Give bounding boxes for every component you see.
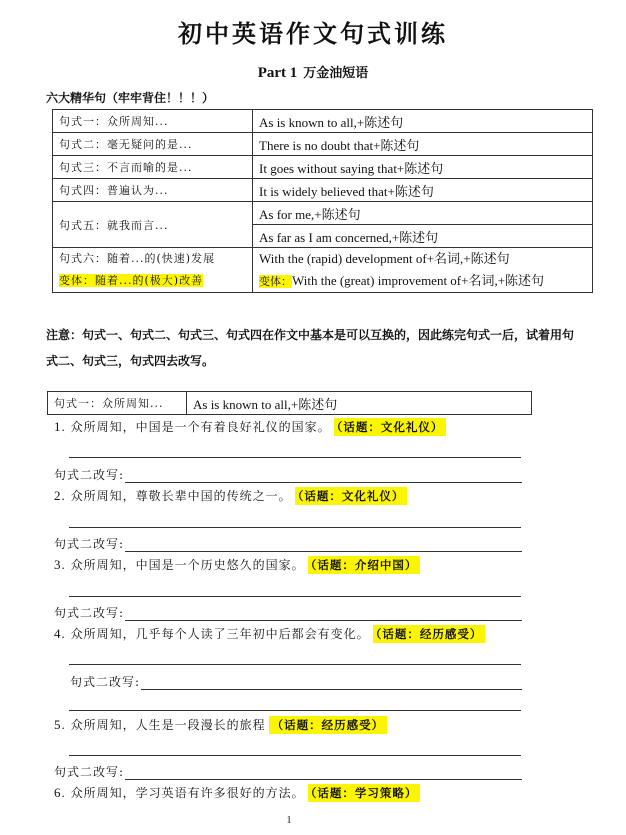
rewrite-label: 句式二改写: [54, 606, 125, 620]
table-row [53, 156, 593, 179]
pattern-label-cell [53, 248, 253, 293]
pattern-english: There is no doubt that+陈述句 [253, 133, 593, 156]
pattern-english: As for me,+陈述句 [253, 202, 593, 225]
exercise-number: 2. [54, 488, 66, 503]
pattern-label: 句式六：随着...的(快速)发展 [59, 252, 216, 265]
pattern-english: As is known to all,+陈述句 [253, 110, 593, 133]
rewrite-blank[interactable] [125, 606, 522, 621]
exercise-number: 3. [54, 557, 66, 572]
table-row [53, 202, 593, 225]
exercise-item [54, 418, 446, 435]
topic-tag: （话题：文化礼仪） [295, 487, 408, 505]
document-title: 初中英语作文句式训练 [178, 19, 448, 48]
table-row [53, 179, 593, 202]
answer-line[interactable] [69, 457, 521, 458]
exercise-text: 众所周知，中国是一个历史悠久的国家。 [70, 558, 305, 572]
rewrite-label: 句式二改写: [54, 765, 125, 779]
rewrite-row[interactable] [54, 535, 522, 552]
topic-tag: （话题：学习策略） [308, 784, 421, 802]
table-row [48, 392, 532, 415]
rewrite-label: 句式二改写: [54, 537, 125, 551]
exercise-number: 1. [54, 419, 66, 434]
rewrite-row[interactable] [70, 673, 522, 690]
variant-tag: 变体： [59, 274, 95, 287]
pattern-label: 句式一：众所周知... [48, 392, 187, 415]
pattern-label: 句式二：毫无疑问的是... [53, 133, 253, 156]
pattern-label: 句式三：不言而喻的是... [53, 156, 253, 179]
exercise-number: 5. [54, 717, 66, 732]
variant-label: 随着...的(极大)改善 [95, 274, 204, 287]
section-heading: 六大精华句（牢牢背住！！！） [46, 91, 215, 105]
rewrite-row[interactable] [54, 604, 522, 621]
pattern-english: With the (rapid) development of+名词,+陈述句 [259, 251, 510, 266]
pattern-english: It goes without saying that+陈述句 [253, 156, 593, 179]
exercise-text: 众所周知，尊敬长辈中国的传统之一。 [70, 489, 292, 503]
pattern-label: 句式四：普遍认为... [53, 179, 253, 202]
answer-line[interactable] [69, 596, 521, 597]
rewrite-row[interactable] [54, 763, 522, 780]
page-number: 1 [286, 815, 292, 826]
exercise-number: 4. [54, 626, 66, 641]
exercise-number: 6. [54, 785, 66, 800]
exercise-item [54, 625, 485, 642]
variant-english: With the (great) improvement of+名词,+陈述句 [292, 273, 545, 288]
answer-line[interactable] [69, 664, 521, 665]
topic-tag: （话题：介绍中国） [308, 556, 421, 574]
rewrite-blank[interactable] [125, 537, 522, 552]
pattern-english-cell [253, 248, 593, 293]
part-number: Part 1 [257, 65, 298, 81]
rewrite-label: 句式二改写: [54, 468, 125, 482]
rewrite-label: 句式二改写: [70, 675, 141, 689]
exercise-item [54, 487, 407, 504]
rewrite-blank[interactable] [125, 765, 522, 780]
table-row [53, 248, 593, 293]
pattern-english: It is widely believed that+陈述句 [253, 179, 593, 202]
topic-tag: （话题：经历感受） [373, 625, 486, 643]
table-row [53, 110, 593, 133]
exercise-text: 众所周知，学习英语有许多很好的方法。 [70, 786, 305, 800]
topic-tag: （话题：文化礼仪） [334, 418, 447, 436]
pattern-label: 句式一：众所周知... [53, 110, 253, 133]
rewrite-blank[interactable] [141, 675, 522, 690]
note-paragraph: 注意：句式一、句式二、句式三、句式四在作文中基本是可以互换的，因此练完句式一后，试着用句式二、句式三，句式四去改写。 [46, 328, 575, 368]
answer-line[interactable] [69, 710, 521, 711]
pattern-label: 句式五：就我而言... [53, 202, 253, 248]
exercise-item [54, 716, 387, 733]
part-heading [0, 62, 626, 82]
topic-tag: （话题：经历感受） [269, 716, 388, 734]
exercise-text: 众所周知，中国是一个有着良好礼仪的国家。 [70, 420, 331, 434]
answer-line[interactable] [69, 527, 521, 528]
exercise-text: 众所周知，几乎每个人读了三年初中后都会有变化。 [70, 627, 370, 641]
exercise-pattern-table [47, 391, 532, 415]
table-row [53, 133, 593, 156]
pattern-english: As is known to all,+陈述句 [187, 392, 532, 415]
patterns-table [52, 109, 593, 293]
rewrite-row[interactable] [54, 466, 522, 483]
pattern-english: As far as I am concerned,+陈述句 [253, 225, 593, 248]
part-name: 万金油短语 [303, 66, 369, 81]
exercise-item [54, 784, 420, 801]
rewrite-blank[interactable] [125, 468, 522, 483]
exercise-item [54, 556, 420, 573]
answer-line[interactable] [69, 755, 521, 756]
variant-tag: 变体： [259, 275, 292, 288]
exercise-text: 众所周知，人生是一段漫长的旅程 [70, 718, 266, 732]
